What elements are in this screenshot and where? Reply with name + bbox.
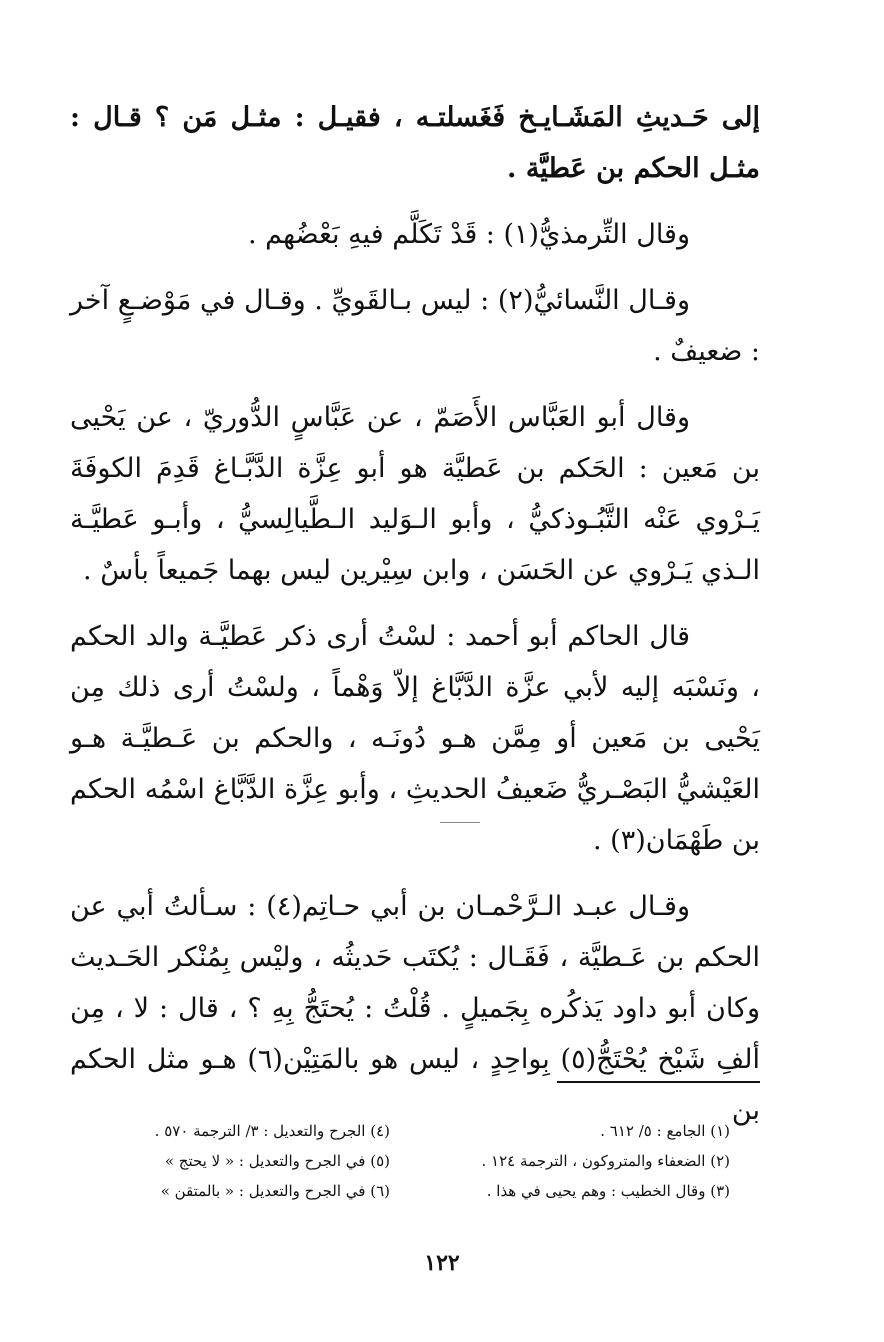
page-number: ١٢٢ — [424, 1250, 460, 1276]
footnote-row — [80, 1116, 730, 1146]
footnote-4: (٤) الجرح والتعديل : ٣/ الترجمة ٥٧٠ . — [154, 1122, 390, 1140]
footnote-rule — [557, 1081, 760, 1083]
paragraph-separator — [440, 822, 480, 823]
paragraph-5: قال الحاكم أبو أحمد : لسْتُ أرى ذكر عَطيَّـة والد الحكم ، ونَسْبَه إليه لأبي عزَّة الدَّبَّاغ إلاّ وَهْماً ، ولسْتُ أرى ذلك مِن يَحْيى بن مَعين أو مِمَّن هـو دُونَـه ، والحكم بن عَـطيَّـة هـو العَيْشيُّ البَصْـريُّ ضَعيفُ الحديثِ ، وأبو عِزَّة الدَّبَّاغ اسْمُه الحكم بن طَهْمَان(٣) . — [70, 621, 760, 856]
footnote-row — [80, 1176, 730, 1206]
footnotes — [80, 1116, 730, 1206]
paragraph-3: وقـال النَّسائيُّ(٢) : ليس بـالقَويِّ . وقـال في مَوْضـعٍ آخر : ضعيفٌ . — [70, 285, 760, 367]
footnote-row — [80, 1146, 730, 1176]
footnote-2: (٢) الضعفاء والمتروكون ، الترجمة ١٢٤ . — [481, 1152, 730, 1170]
main-text — [70, 92, 760, 1151]
paragraph-1: إلى حَـديثِ المَشَـايـخ فَغَسلتـه ، فقيـل : مثـل مَن ؟ قـال : مثـل الحكم بن عَطيَّة . — [70, 102, 760, 184]
footnote-1: (١) الجامع : ٥/ ٦١٢ . — [600, 1122, 730, 1140]
footnote-5: (٥) في الجرح والتعديل : « لا يحتج » — [164, 1152, 390, 1170]
paragraph-2: وقال التِّرمذيُّ(١) : قَدْ تَكَلَّم فيهِ بَعْضُهم . — [248, 219, 690, 250]
paragraph-6: وقـال عبـد الـرَّحْمـان بن أبي حـاتِم(٤) : سـألتُ أبي عن الحكم بن عَـطيَّة ، فَقَـال : يُكتَب حَديثُه ، وليْس بِمُنْكر الحَـديث وكان أبو داود يَذكُره بِجَميلٍ . قُلْتُ : يُحتَجُّ بِهِ ؟ ، قال : لا ، مِن ألفِ شَيْخ يُحْتَجُّ(٥) بِواحِدٍ ، ليس هو بالمَتِيْن(٦) هـو مثل الحكم بن — [70, 891, 760, 1126]
footnote-6: (٦) في الجرح والتعديل : « بالمتقن » — [160, 1182, 390, 1200]
footnote-3: (٣) وقال الخطيب : وهم يحيى في هذا . — [486, 1182, 730, 1200]
paragraph-4: وقال أبو العَبَّاس الأَصَمّ ، عن عَبَّاسٍ الدُّوريّ ، عن يَحْيى بن مَعين : الحَكم بن عَطيَّة هو أبو عِزَّة الدَّبَّـاغ قَدِمَ الكوفَةَ يَـرْوي عَنْه التَّبُـوذكيُّ ، وأبو الـوَليد الـطَّيالِسيُّ ، وأبـو عَطيَّـة الـذي يَـرْوي عن الحَسَن ، وابن سِيْرين ليس بهما جَميعاً بأسٌ . — [70, 402, 760, 586]
